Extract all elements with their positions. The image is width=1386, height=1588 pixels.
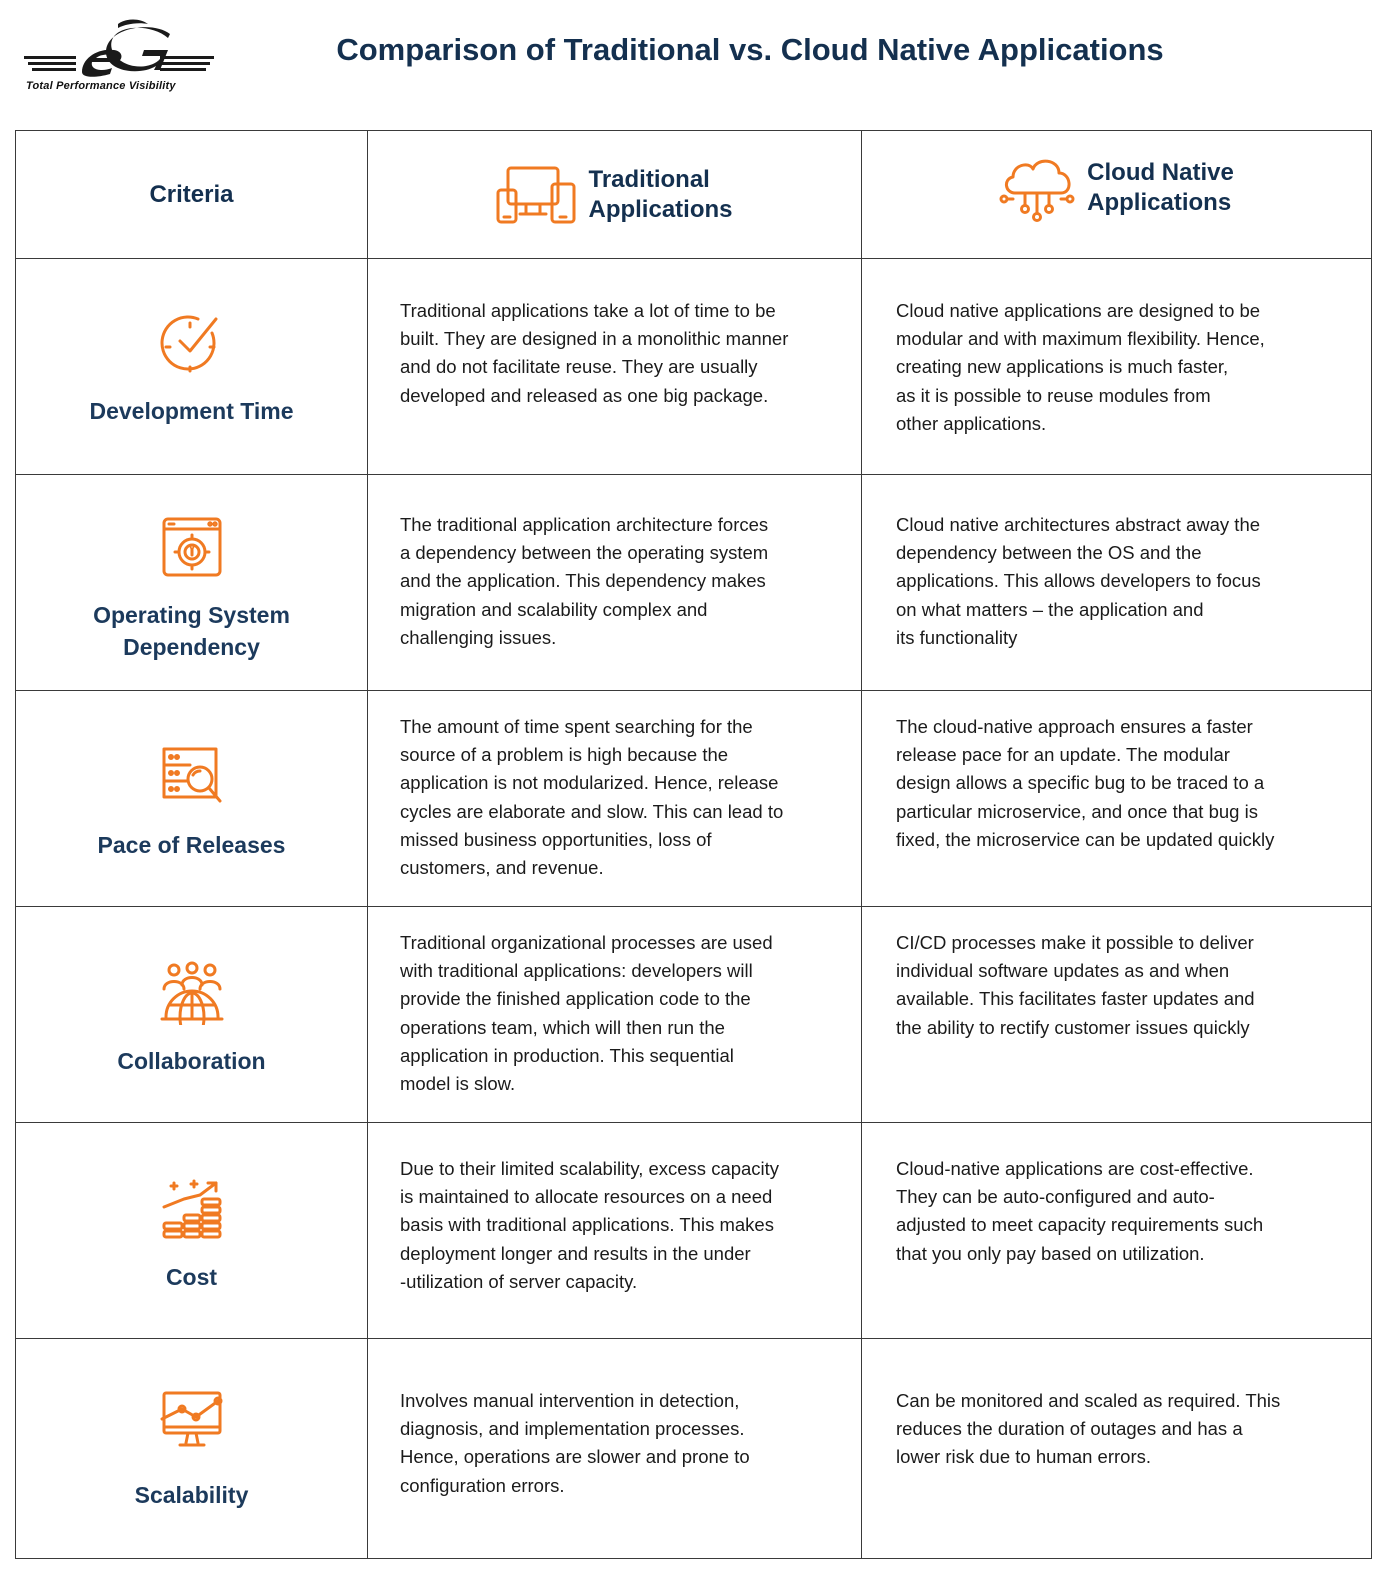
cloud-native-line: applications. This allows developers to focus — [896, 570, 1261, 592]
cloud-native-line: The cloud-native approach ensures a faster — [896, 716, 1253, 737]
cloud-native-line: dependency between the OS and the — [896, 542, 1202, 564]
cloud-native-line: Cloud native applications are designed to be — [896, 300, 1261, 321]
traditional-line: customers, and revenue. — [400, 857, 604, 879]
traditional-line: operations team, which will then run the — [400, 1016, 725, 1038]
table-row — [16, 1339, 1372, 1559]
cloud-network-icon — [999, 153, 1075, 223]
criteria-name — [89, 395, 293, 427]
table-row — [16, 259, 1372, 475]
traditional-line: is maintained to allocate resources on a need — [400, 1186, 773, 1208]
cloud-native-line: reduces the duration of outages and has a — [896, 1418, 1243, 1440]
cloud-native-line: its functionality — [896, 626, 1018, 648]
cloud-native-line: available. This facilitates faster updates and — [896, 988, 1255, 1010]
cloud-native-line: Can be monitored and scaled as required. This — [896, 1390, 1281, 1411]
criteria-name-line-1: Pace of Releases — [97, 832, 286, 858]
coins-growth-icon — [160, 1177, 224, 1241]
cloud-native-line: adjusted to meet capacity requirements such — [896, 1214, 1264, 1236]
criteria-cell — [16, 475, 368, 691]
criteria-cell — [16, 907, 368, 1123]
traditional-line: Due to their limited scalability, excess capacity — [400, 1158, 780, 1179]
cloud-native-header-line-1: Cloud Native — [1087, 158, 1234, 186]
traditional-line: The traditional application architecture forces — [400, 514, 769, 535]
criteria-name-line-1: Scalability — [134, 1482, 249, 1508]
traditional-line: developed and released as one big package. — [400, 384, 769, 406]
criteria-cell — [16, 1123, 368, 1339]
clock-check-icon — [160, 311, 224, 375]
traditional-line: Traditional applications take a lot of time to be — [400, 300, 776, 321]
traditional-line: source of a problem is high because the — [400, 744, 729, 766]
cloud-native-line: that you only pay based on utilization. — [896, 1242, 1205, 1264]
cloud-native-cell — [862, 1123, 1372, 1339]
server-search-icon — [160, 745, 224, 809]
traditional-cell — [368, 691, 862, 907]
cloud-native-cell — [862, 475, 1372, 691]
traditional-line: built. They are designed in a monolithic manner — [400, 328, 789, 350]
traditional-line: migration and scalability complex and — [400, 598, 708, 620]
traditional-cell — [368, 475, 862, 691]
traditional-line: basis with traditional applications. This makes — [400, 1214, 774, 1236]
traditional-line: cycles are elaborate and slow. This can lead to — [400, 800, 784, 822]
traditional-line: model is slow. — [400, 1073, 516, 1095]
criteria-name-line-1: Cost — [165, 1264, 218, 1290]
criteria-name-line-1: Development Time — [89, 398, 294, 424]
cloud-native-header-cell — [862, 131, 1372, 259]
cloud-native-cell — [862, 1339, 1372, 1559]
criteria-name-line-1: Collaboration — [117, 1048, 266, 1074]
comparison-table — [15, 130, 1372, 1559]
cloud-native-line: Cloud native architectures abstract away the — [896, 514, 1261, 535]
criteria-header: Criteria — [149, 180, 234, 208]
criteria-cell — [16, 259, 368, 475]
table-header-row — [16, 131, 1372, 259]
traditional-line: configuration errors. — [400, 1474, 565, 1496]
devices-icon — [496, 164, 576, 226]
traditional-line: missed business opportunities, loss of — [400, 828, 712, 850]
traditional-line: and do not facilitate reuse. They are usually — [400, 356, 758, 378]
criteria-name-line-1: Operating System — [93, 602, 290, 628]
traditional-line: application in production. This sequential — [400, 1044, 734, 1066]
cloud-native-line: particular microservice, and once that bug is — [896, 800, 1258, 822]
table-row — [16, 907, 1372, 1123]
criteria-name — [135, 1479, 249, 1511]
traditional-line: deployment longer and results in the under — [400, 1242, 751, 1264]
cloud-native-line: the ability to rectify customer issues quickly — [896, 1016, 1250, 1038]
browser-gear-icon — [160, 515, 224, 579]
cloud-native-line: individual software updates as and when — [896, 960, 1230, 982]
logo-tagline: Total Performance Visibility — [26, 80, 176, 92]
page-title: Comparison of Traditional vs. Cloud Native Applications — [336, 32, 1164, 67]
traditional-cell — [368, 907, 862, 1123]
cloud-native-cell — [862, 907, 1372, 1123]
traditional-line: and the application. This dependency makes — [400, 570, 766, 592]
traditional-line: Traditional organizational processes are used — [400, 932, 773, 953]
monitor-chart-icon — [160, 1389, 224, 1453]
cloud-native-cell — [862, 691, 1372, 907]
cloud-native-line: on what matters – the application and — [896, 598, 1204, 620]
criteria-header-cell — [16, 131, 368, 259]
criteria-name — [117, 1045, 265, 1077]
traditional-line: with traditional applications: developers will — [400, 960, 753, 982]
cloud-native-cell — [862, 259, 1372, 475]
table-row — [16, 475, 1372, 691]
table-row — [16, 691, 1372, 907]
criteria-name — [93, 599, 290, 663]
criteria-cell — [16, 691, 368, 907]
cloud-native-line: creating new applications is much faster, — [896, 356, 1229, 378]
cloud-native-header-line-2: Applications — [1087, 188, 1232, 216]
team-globe-icon — [160, 961, 224, 1025]
traditional-line: provide the finished application code to the — [400, 988, 751, 1010]
traditional-line: Hence, operations are slower and prone to — [400, 1446, 750, 1468]
criteria-name — [98, 829, 286, 861]
traditional-cell — [368, 1123, 862, 1339]
cloud-native-line: release pace for an update. The modular — [896, 744, 1230, 766]
cloud-native-line: design allows a specific bug to be traced to a — [896, 772, 1265, 794]
table-row — [16, 1123, 1372, 1339]
traditional-header-cell — [368, 131, 862, 259]
cloud-native-line: fixed, the microservice can be updated quickly — [896, 828, 1275, 850]
cloud-native-line: lower risk due to human errors. — [896, 1446, 1151, 1468]
traditional-header-line-1: Traditional — [588, 165, 710, 193]
traditional-cell — [368, 1339, 862, 1559]
cloud-native-line: CI/CD processes make it possible to deliver — [896, 932, 1254, 953]
traditional-line: diagnosis, and implementation processes. — [400, 1418, 745, 1440]
cloud-native-line: other applications. — [896, 412, 1047, 434]
traditional-line: Involves manual intervention in detection, — [400, 1390, 740, 1411]
criteria-cell — [16, 1339, 368, 1559]
criteria-name-line-2: Dependency — [123, 634, 260, 660]
cloud-native-line: Cloud-native applications are cost-effective. — [896, 1158, 1254, 1179]
cloud-native-line: They can be auto-configured and auto- — [896, 1186, 1215, 1208]
traditional-line: a dependency between the operating system — [400, 542, 769, 564]
traditional-line: The amount of time spent searching for the — [400, 716, 753, 737]
criteria-name — [166, 1261, 217, 1293]
cloud-native-line: as it is possible to reuse modules from — [896, 384, 1211, 406]
traditional-line: challenging issues. — [400, 626, 557, 648]
cloud-native-line: modular and with maximum flexibility. Hence, — [896, 328, 1265, 350]
traditional-header-line-2: Applications — [588, 195, 733, 223]
traditional-line: application is not modularized. Hence, release — [400, 772, 779, 794]
traditional-line: -utilization of server capacity. — [400, 1270, 638, 1292]
traditional-cell — [368, 259, 862, 475]
